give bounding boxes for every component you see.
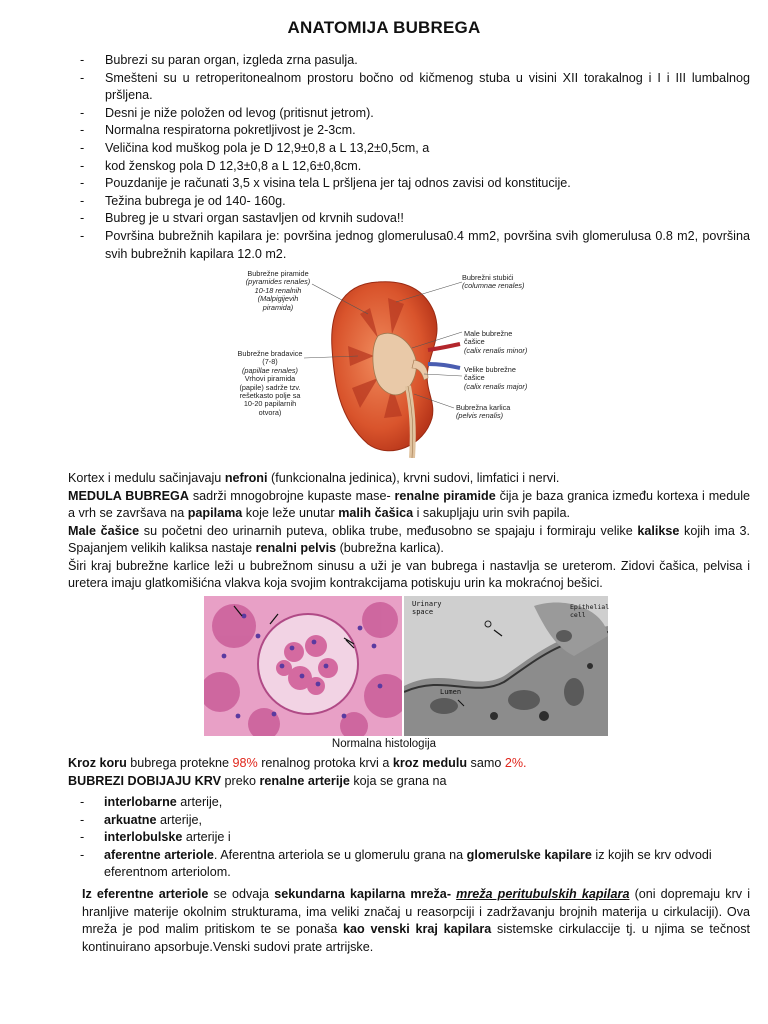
list-item: - Pouzdanije je računati 3,5 x visina tela L pršljena jer taj odnos zavisi od konstitucije.	[86, 175, 750, 193]
list-item: - Smešteni su u retroperitonealnom prostoru bočno od kičmenog stuba u visini XII torakalnog i I i III lumbalnog pršljena.	[86, 70, 750, 105]
label-minor-calyx: Male bubrežne čašice (calix renalis minor)	[464, 329, 528, 355]
label-renal-pyramids: Bubrežne piramide (pyramides renales) 10-18 renalnih (Malpigijevih piramida)	[245, 269, 311, 312]
facts-list	[86, 52, 750, 263]
paragraph-blood-flow: Kroz koru bubrega protekne 98% renalnog protoka krvi a kroz medulu samo 2%.	[68, 756, 527, 770]
list-item: - interlobulske arterije i	[84, 829, 764, 847]
list-item: - arkuatne arterije,	[84, 812, 764, 830]
figure-caption: Normalna histologija	[331, 738, 437, 750]
list-item: - Bubrezi su paran organ, izgleda zrna pasulja.	[86, 52, 750, 70]
label-epithelial-cell: Epithelial cell	[570, 603, 610, 619]
list-item: - kod ženskog pola D 12,3±0,8 a L 12,6±0,8cm.	[86, 158, 750, 176]
label-major-calyx: Velike bubrežne čašice (calix renalis major)	[464, 365, 528, 391]
label-lumen: Lumen	[440, 688, 462, 696]
page-title: ANATOMIJA BUBREGA	[287, 18, 481, 37]
arteries-list	[84, 794, 764, 882]
label-renal-papillae: Bubrežne bradavice (7-8) (papillae renales) Vrhovi piramida (papile) sadrže tzv. rešetkasto polje sa 10-20 papilarnih otvora)	[237, 349, 303, 417]
list-item: - Površina bubrežnih kapilara je: površina jednog glomerulusa0.4 mm2, površina svih glomerulusa 0.8 m2, površina svih bubrežnih kapilara 12.0 m2.	[86, 228, 750, 263]
paragraph-medulla: MEDULA BUBREGA sadrži mnogobrojne kupaste mase- renalne piramide čija je baza granica između kortexa i medule a vrh se završava na papilama koje leže unutar malih čašica i sakupljaju urin svih papila.	[68, 489, 750, 521]
paragraph-peritubular: Iz eferentne arteriole se odvaja sekundarna kapilarna mreža- mreža peritubulskih kapilara (oni dopremaju krv i hranljive materije okolnim strukturama, ima veliki značaj u reasorpciji i zadržavanju brojnih materija u cirkulaciji). Ova mreža je pod malim pritiskom te se ponaša kao venski kraj kapilara sistemske cirkulaccije tj. u njima se tečnost kontinuirano apsorbuje.Venski sudovi prate artrijske.	[82, 887, 751, 954]
list-item: - aferentne arteriole. Aferentna arteriola se u glomerulu grana na glomerulske kapilare iz kojih se krv odvodi eferentnom arteriolom.	[84, 847, 764, 882]
histology-light-image	[204, 596, 402, 736]
list-item: - Normalna respiratorna pokretljivost je 2-3cm.	[86, 122, 750, 140]
histology-em-image	[404, 596, 608, 736]
paragraph-nephrons: Kortex i medulu sačinjavaju nefroni (funkcionalna jedinica), krvni sudovi, limfatici i nervi.	[68, 471, 560, 485]
list-item: - Desni je niže položen od levog (pritisnut jetrom).	[86, 105, 750, 123]
paragraph-calyces: Male čašice su početni deo urinarnih puteva, oblika trube, međusobno se spajaju i formiraju velike kalikse kojih ima 3. Spajanjem velikih kaliksa nastaje renalni pelvis (bubrežna karlica).	[68, 524, 750, 556]
list-item: - Težina bubrega je od 140- 160g.	[86, 193, 750, 211]
list-item: - Veličina kod muškog pola je D 12,9±0,8 a L 13,2±0,5cm, a	[86, 140, 750, 158]
list-item: - interlobarne arterije,	[84, 794, 764, 812]
paragraph-renal-artery: BUBREZI DOBIJAJU KRV preko renalne arterije koja se grana na	[68, 774, 447, 788]
label-urinary-space: Urinary space	[412, 600, 442, 616]
label-renal-columns: Bubrežni stubići (columnae renales)	[462, 273, 525, 291]
label-renal-pelvis: Bubrežna karlica (pelvis renalis)	[456, 403, 511, 421]
paragraph-pelvis: Širi kraj bubrežne karlice leži u bubrežnom sinusu a uži je van bubrega i nastavlja se ureterom. Zidovi čašica, pelvisa i uretera imaju glatkomišićna vlakva koja svojim kontrakcijama potiskuju urin ka mokraćnoj bešici.	[68, 559, 750, 591]
kidney-anatomy-figure	[228, 268, 556, 458]
glomerulus-micrograph	[204, 596, 402, 736]
list-item: - Bubreg je u stvari organ sastavljen od krvnih sudova!!	[86, 210, 750, 228]
